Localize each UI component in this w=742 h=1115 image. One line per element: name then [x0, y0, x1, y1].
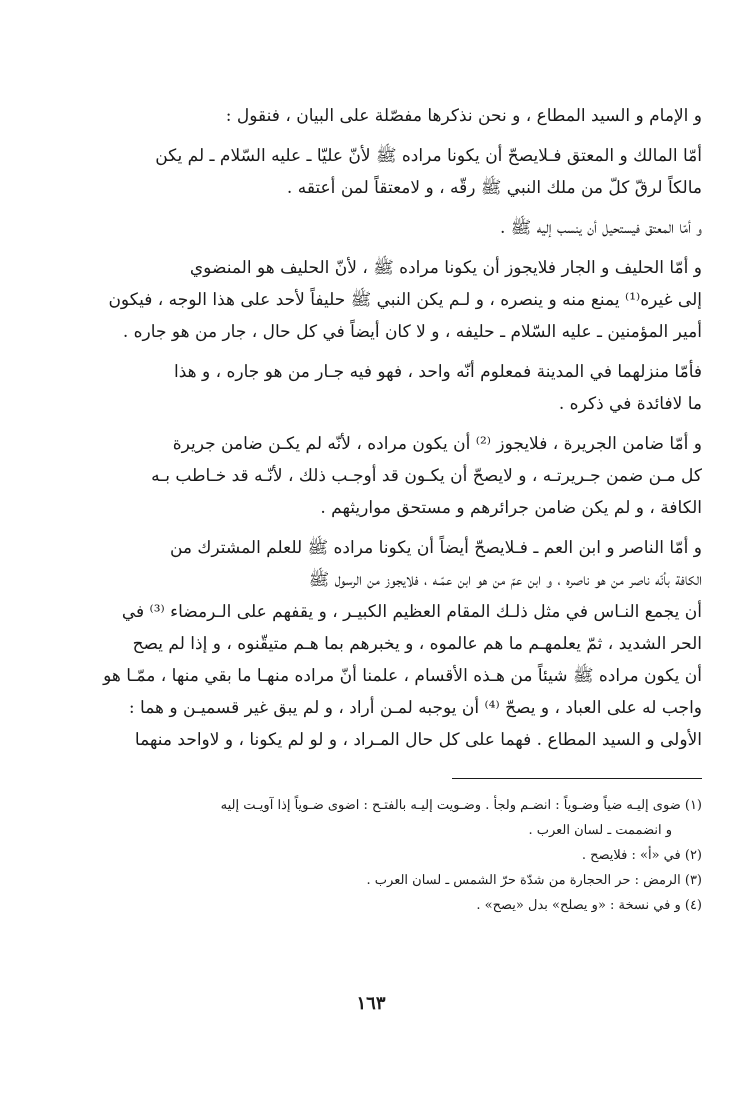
text-line: الأولى و السيد المطاع . فهما على كل حال المـراد ، و لو لم يكونا ، و لاواحد منهما	[134, 730, 702, 750]
text-line: الكافة ، و لم يكن ضامن جرائرهم و مستحق مواريثهم .	[320, 498, 702, 518]
text-line: كل مـن ضمن جـريرتـه ، و لايصحّ أن يكـون قد أوجـب ذلك ، لأنّـه قد خـاطب بـه	[151, 466, 702, 486]
text-line: مالكاً لرقّ كلّ من ملك النبي ﷺ رقّه ، و لامعتقاً لمن أعتقه .	[286, 178, 702, 198]
paragraph	[88, 356, 702, 420]
paragraph	[88, 212, 702, 244]
text-line: و أمّا المعتق فيستحيل أن ينسب إليه ﷺ .	[499, 218, 702, 238]
text-line: أن يكون مراده ﷺ شيئاً من هـذه الأقسام ، علمنا أنّ مراده منهـا ما بقي منها ، ممّـا هو	[103, 666, 702, 686]
footnote: (٣) الرمض : حر الحجارة من شدّة حرّ الشمس ـ لسان العرب .	[366, 873, 702, 888]
text-line: فأمّا منزلهما في المدينة فمعلوم أنّه واحد ، فهو فيه جـار من هو جاره ، و هذا	[173, 362, 702, 382]
text-line: الحر الشديد ، ثمّ يعلمهـم ما هم عالموه ، و يخبرهم بما هـم متيقّنوه ، و إذا لم يصح	[132, 634, 702, 654]
text-line: و أمّا الناصر و ابن العم ـ فـلايصحّ أيضاً أن يكونا مراده ﷺ للعلم المشترك من	[169, 538, 702, 558]
text-line: إلى غيره⁽¹⁾ يمنع منه و ينصره ، و لـم يكن النبي ﷺ حليفاً لأحد على هذا الوجه ، فيكون	[108, 290, 702, 310]
text-line: و أمّا ضامن الجريرة ، فلايجوز ⁽²⁾ أن يكون مراده ، لأنّه لم يكـن ضامن جريرة	[172, 434, 702, 454]
text-line: ما لافائدة في ذكره .	[558, 394, 702, 414]
text-line: الكافة بأنّه ناصر من هو ناصره ، و ابن عمّ من هو ابن عمّـه ، فلايجوز من الرسول ﷺ	[308, 570, 702, 590]
text-line: أمّا المالك و المعتق فـلايصحّ أن يكونا مراده ﷺ لأنّ عليّا ـ عليه السّلام ـ لم يكن	[155, 146, 702, 166]
footnote-divider	[452, 778, 702, 779]
footnote: (٢) في «أ» : فلايصح .	[581, 848, 702, 863]
footnote: (١) ضوى إليـه ضياً وضـوياً : انضـم ولجأ . وضـويت إليـه بالفتـح : اضوى ضـوياً إذا آويـت إليه	[220, 798, 702, 813]
footnote: و انضممت ـ لسان العرب .	[528, 823, 672, 838]
paragraph	[88, 532, 702, 756]
text-line: أمير المؤمنين ـ عليه السّلام ـ حليفه ، و لا كان أيضاً في كل حال ، جار من هو جاره .	[122, 322, 702, 342]
text-line: واجب له على العباد ، و يصحّ ⁽⁴⁾ أن يوجبه لمـن أراد ، و لم يبق غير قسميـن و هما :	[128, 698, 702, 718]
page-number: ١٦٣	[356, 993, 386, 1014]
text-line: و الإمام و السيد المطاع ، و نحن نذكرها مفصّلة على البيان ، فنقول :	[225, 106, 702, 126]
text-line: و أمّا الحليف و الجار فلايجوز أن يكونا مراده ﷺ ، لأنّ الحليف هو المنضوي	[189, 258, 702, 278]
page-body	[88, 100, 702, 918]
footnote: (٤) و في نسخة : «و يصلح» بدل «يصح» .	[476, 898, 702, 913]
paragraph	[88, 252, 702, 348]
paragraph	[88, 428, 702, 524]
paragraph	[88, 100, 702, 132]
text-line: أن يجمع النـاس في مثل ذلـك المقام العظيم الكبيـر ، و يقفهم على الـرمضاء ⁽³⁾ في	[121, 602, 702, 622]
footnotes	[88, 793, 702, 918]
paragraph	[88, 140, 702, 204]
